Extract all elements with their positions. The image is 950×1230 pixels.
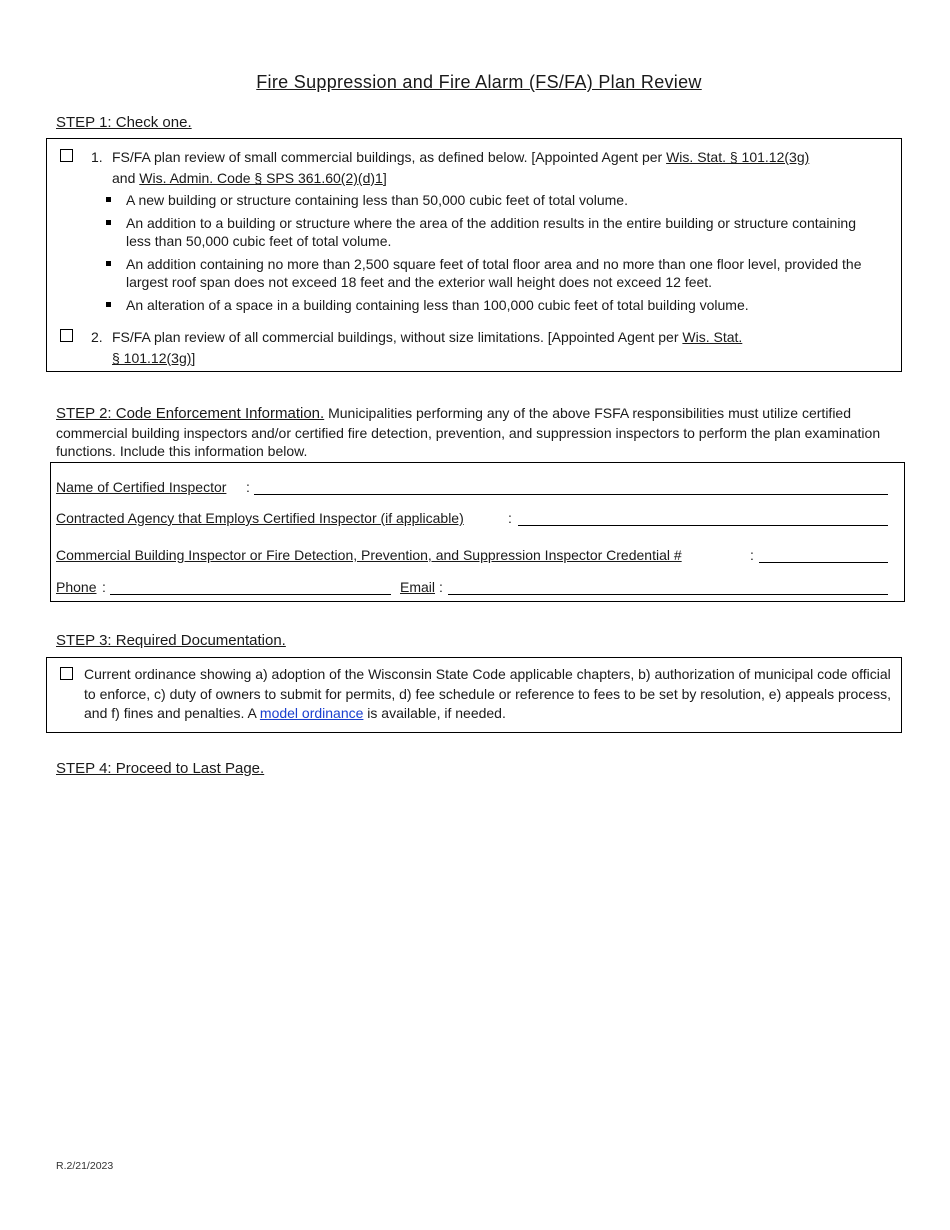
phone-field[interactable]: [110, 594, 391, 595]
email-field[interactable]: [448, 594, 888, 595]
ordinance-checkbox[interactable]: [60, 667, 73, 680]
step2-box: [50, 462, 905, 602]
bullet-icon: [106, 220, 111, 225]
step2-heading: STEP 2: Code Enforcement Information.: [56, 405, 325, 422]
agency-row: Contracted Agency that Employs Certified Inspector (if applicable) :: [56, 506, 888, 528]
model-ordinance-link[interactable]: model ordinance: [259, 705, 364, 721]
option1-text: FS/FA plan review of small commercial buildings, as defined below. [Appointed Agent per Wis. Stat. § 101.12(3g) and Wis. Admin. Code § SPS 361.60(2)(d)1]: [112, 149, 810, 186]
option1-number: 1.: [91, 149, 103, 165]
page-title: Fire Suppression and Fire Alarm (FS/FA) Plan Review: [256, 72, 702, 92]
bullet-icon: [106, 197, 111, 202]
email-label: Email: [400, 579, 436, 595]
credential-row: Commercial Building Inspector or Fire Detection, Prevention, and Suppression Inspector Credential # :: [56, 543, 888, 565]
phone-label: Phone: [56, 579, 97, 595]
step1-box: [46, 138, 902, 372]
option2-number: 2.: [91, 329, 103, 345]
step1-heading: STEP 1: Check one.: [56, 114, 192, 131]
option1-checkbox[interactable]: [60, 149, 73, 162]
option2-ref-stat: Wis. Stat.: [682, 329, 743, 345]
bullet-icon: [106, 302, 111, 307]
contact-row: Phone : Email :: [56, 575, 888, 597]
inspector-name-field[interactable]: [254, 494, 888, 495]
agency-field[interactable]: [518, 525, 888, 526]
list-item: An addition containing no more than 2,500 square feet of total floor area and no more than one floor level, provided the largest roof span does not exceed 18 feet and the exterior wall height does not exceed 12 feet.: [105, 255, 875, 291]
list-item: A new building or structure containing less than 50,000 cubic feet of total volume.: [105, 191, 875, 209]
credential-label: Commercial Building Inspector or Fire Detection, Prevention, and Suppression Inspector Credential #: [56, 547, 682, 563]
inspector-name-label: Name of Certified Inspector: [56, 479, 227, 495]
option2-ref-section: § 101.12(3g): [112, 350, 192, 366]
step2-intro: [56, 404, 901, 461]
credential-field[interactable]: [759, 562, 888, 563]
revision-date: R.2/21/2023: [56, 1160, 114, 1172]
step4-heading: STEP 4: Proceed to Last Page.: [56, 760, 265, 777]
inspector-name-row: Name of Certified Inspector :: [56, 475, 888, 497]
list-item: An addition to a building or structure where the area of the addition results in the entire building or structure containing less than 50,000 cubic feet of total volume.: [105, 214, 875, 250]
agency-label: Contracted Agency that Employs Certified Inspector (if applicable): [56, 510, 464, 526]
option1-ref-code: Wis. Admin. Code § SPS 361.60(2)(d)1: [139, 170, 383, 186]
step3-box: [46, 657, 902, 733]
list-item: An alteration of a space in a building containing less than 100,000 cubic feet of total building volume.: [105, 296, 875, 314]
step2-description: Municipalities performing any of the above FSFA responsibilities must utilize certified commercial building inspectors and/or certified fire detection, prevention, and suppression inspectors to perform the plan examination functions. Include this information below.: [56, 405, 881, 459]
option1-bullet-list: [105, 191, 875, 319]
option1-ref-stat: Wis. Stat. § 101.12(3g): [666, 149, 810, 165]
option2-checkbox[interactable]: [60, 329, 73, 342]
option2-text: FS/FA plan review of all commercial buildings, without size limitations. [Appointed Agent per Wis. Stat. § 101.12(3g)]: [112, 329, 743, 366]
bullet-icon: [106, 261, 111, 266]
step3-heading: STEP 3: Required Documentation.: [56, 632, 286, 649]
ordinance-text: Current ordinance showing a) adoption of the Wisconsin State Code applicable chapters, b) authorization of municipal code official to enforce, c) duty of owners to submit for permits, d) fee schedule or reference to fees to be set by resolution, e) appeals process, and f) fines and penalties. A model ordinance is available, if needed.: [84, 666, 891, 721]
